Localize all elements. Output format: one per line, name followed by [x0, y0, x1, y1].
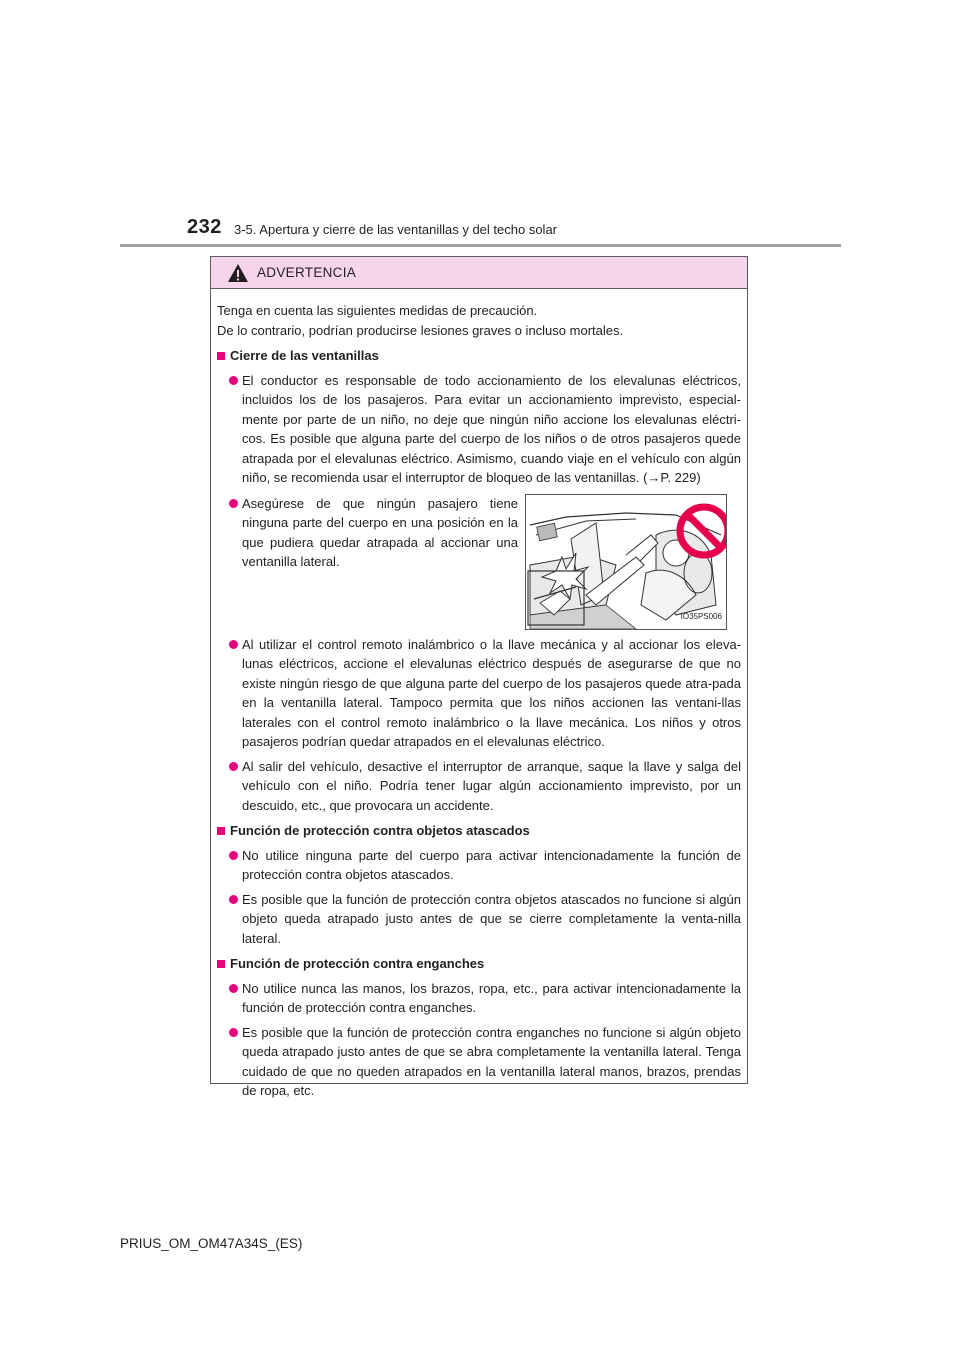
- figure-code: IO35PS006: [680, 612, 722, 621]
- warning-header: [211, 257, 747, 289]
- list-item: [217, 757, 741, 816]
- list-item-text: Al utilizar el control remoto inalámbrico o la llave mecánica y al accionar los eleva-lunas eléctricos, accione el elevalunas eléctrico después de asegurarse de que no existe ningún riesgo de que alguna parte del cuerpo de los pasajeros quede atra-pada en la ventanilla lateral. Tampoco permita que los niños accionen las ventani-llas laterales con el control remoto inalámbrico o la llave mecánica. Los niños y otros pasajeros podrían quedar atrapados en el elevalunas eléctrico.: [242, 636, 741, 749]
- square-bullet-icon: [217, 960, 225, 968]
- warning-box: [210, 256, 748, 1098]
- square-bullet-icon: [217, 827, 225, 835]
- document-code: PRIUS_OM_OM47A34S_(ES): [120, 1236, 303, 1251]
- page-number: 232: [187, 216, 222, 238]
- square-bullet-icon: [217, 352, 225, 360]
- bullet-dot-icon: [229, 1028, 238, 1037]
- section-heading-text: Función de protección contra objetos atascados: [230, 823, 530, 838]
- illustration-hand-caught-in-window: [525, 494, 727, 630]
- list-item-text: Al salir del vehículo, desactive el interruptor de arranque, saque la llave y salga del vehículo con el niño. Podría tener lugar algún accionamiento imprevisto, por un descuido, etc., que provocara un accidente.: [242, 758, 741, 813]
- section-heading-window-closing: [217, 346, 741, 366]
- list-item-text: Asegúrese de que ningún pasajero tiene ninguna parte del cuerpo en una posición en la que pudiera quedar atrapada al accionar una ventanilla lateral.: [242, 495, 518, 569]
- warning-intro: [217, 301, 741, 340]
- section-heading-jam-protection: [217, 821, 741, 841]
- intro-line: De lo contrario, podrían producirse lesiones graves o incluso mortales.: [217, 322, 624, 338]
- list-item: [217, 846, 741, 885]
- list-item: [217, 1023, 741, 1101]
- bullet-dot-icon: [229, 851, 238, 860]
- bullet-dot-icon: [229, 762, 238, 771]
- section-heading-catch-protection: [217, 954, 741, 974]
- list-item: [217, 635, 741, 752]
- list-item-text: El conductor es responsable de todo accionamiento de los elevalunas eléctricos, incluidos los de los pasajeros. Para evitar un accionamiento imprevisto, especial-mente por parte de un niño, no deje que ningún niño accione los elevalunas eléctri-cos. Es posible que alguna parte del cuerpo de los niños o de otros pasajeros quede atrapada por el elevalunas eléctrico. Asimismo, cuando viaje en el vehículo con algún niño, se recomienda usar el interruptor de bloqueo de las ventanillas. (→P. 229): [242, 372, 741, 485]
- section-heading-text: Función de protección contra enganches: [230, 956, 485, 971]
- section-title: 3-5. Apertura y cierre de las ventanillas y del techo solar: [234, 222, 558, 237]
- list-item: [217, 890, 741, 949]
- list-item: [217, 494, 518, 630]
- list-item: [217, 979, 741, 1018]
- list-item-text: No utilice nunca las manos, los brazos, ropa, etc., para activar intencionadamente la función de protección contra enganches.: [242, 980, 741, 1015]
- list-item: [217, 371, 741, 488]
- list-item-text: Es posible que la función de protección contra enganches no funcione si algún objeto queda atrapado justo antes de que se abra completamente la ventanilla lateral. Tenga cuidado de que no queden atrapados en la ventanilla lateral manos, brazos, prendas de ropa, etc.: [242, 1024, 741, 1098]
- list-item-text: Es posible que la función de protección contra objetos atascados no funcione si algún objeto queda atrapado justo antes de que se cierre completamente la venta-nilla lateral.: [242, 891, 741, 946]
- header-rule: [120, 244, 841, 247]
- list-item-text: No utilice ninguna parte del cuerpo para activar intencionadamente la función de protección contra objetos atascados.: [242, 847, 741, 882]
- bullet-dot-icon: [229, 984, 238, 993]
- bullet-dot-icon: [229, 499, 238, 508]
- warning-body: [211, 289, 747, 1101]
- warning-triangle-icon: [227, 263, 249, 283]
- bullet-dot-icon: [229, 640, 238, 649]
- intro-line: Tenga en cuenta las siguientes medidas de precaución.: [217, 303, 538, 318]
- bullet-with-figure: [217, 494, 741, 630]
- warning-title: ADVERTENCIA: [257, 265, 357, 280]
- bullet-dot-icon: [229, 376, 238, 385]
- bullet-dot-icon: [229, 895, 238, 904]
- section-heading-text: Cierre de las ventanillas: [230, 348, 379, 363]
